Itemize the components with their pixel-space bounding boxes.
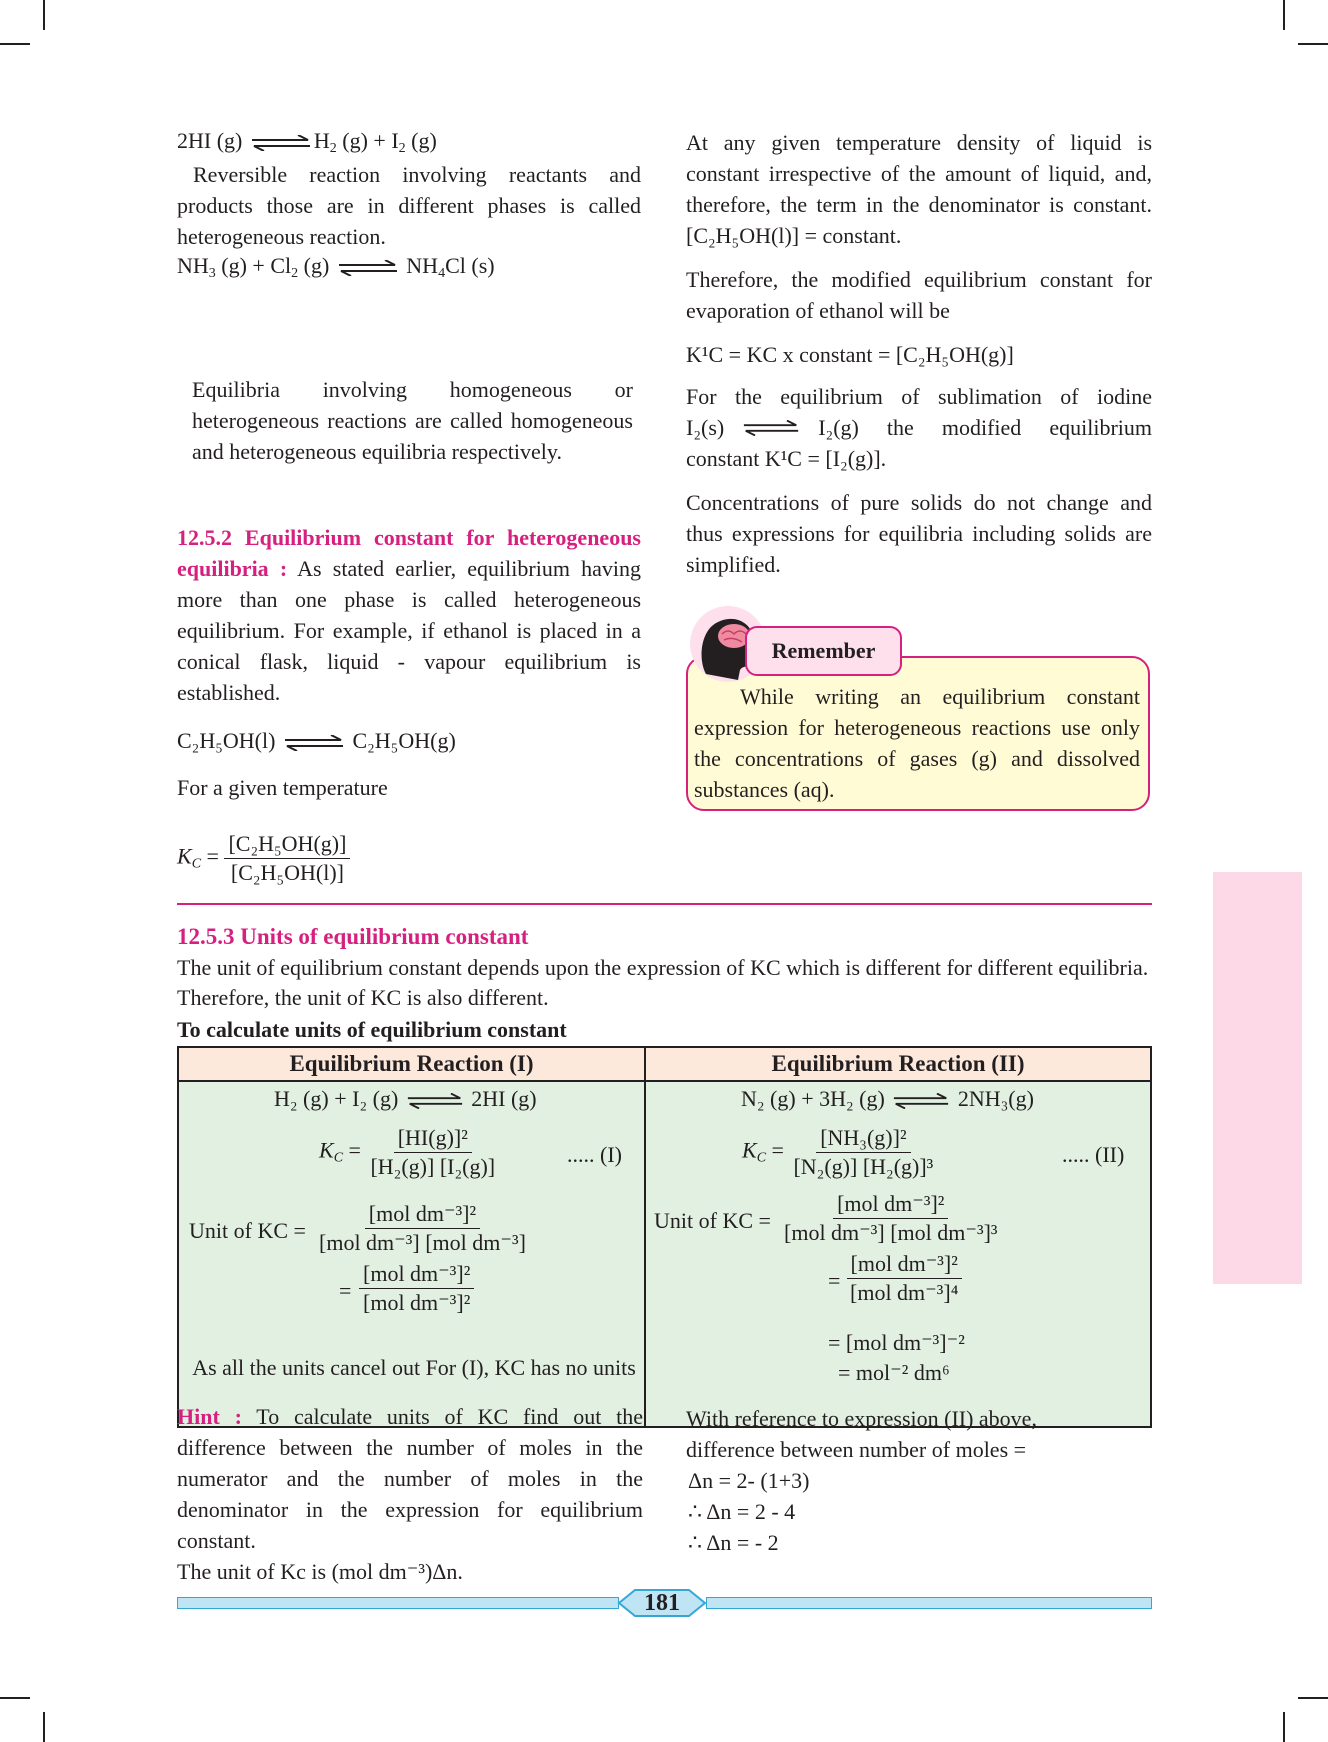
equation-nh3: $NH_3$ $(g) + Cl_2$ (g) $NH_4Cl$ (s) (177, 253, 495, 281)
kc-expression: $K_C$ = $\frac{\text{[C₂H₅OH(g)]}}{\text{[C₂H₅OH(l)]}}$ (177, 830, 350, 887)
crop-mark (0, 43, 30, 45)
crop-mark (1298, 1697, 1328, 1699)
unit-frac-2: $\frac{\text{[mol dm⁻³]²}}{\text{[mol dm⁻³]²}}$ (359, 1260, 474, 1317)
crop-mark (1298, 43, 1328, 45)
remember-label: Remember (745, 626, 902, 676)
tag-1: ..... (I) (567, 1142, 622, 1167)
reference-line-2: difference between number of moles = (686, 1437, 1027, 1462)
result-2a: = [mol dm⁻³]⁻² (828, 1330, 965, 1355)
reaction-2: N₂ (g) + 3H₂ (g) 2NH₃(g) (741, 1086, 1034, 1111)
paragraph-temperature: For a given temperature (177, 775, 388, 800)
table-header: Equilibrium Reaction (I) (178, 1047, 645, 1081)
equation-ethanol: C₂H₅OH(l) C₂H₅OH(g) (177, 728, 456, 753)
tag-2: ..... (II) (1062, 1142, 1125, 1167)
unit-frac-1: $\frac{\text{[mol dm⁻³]²}}{\text{[mol dm⁻³] [mol dm⁻³]}}$ (319, 1201, 526, 1255)
paragraph-equilibria: Equilibria involving homogeneous or heterogeneous reactions are called homogeneous and heterogeneous equilibria respectively. (192, 377, 633, 464)
reference-line-3: Δn = 2- (1+3) (688, 1468, 810, 1493)
crop-mark (43, 1712, 45, 1742)
reference-line-4: ∴ Δn = 2 - 4 (688, 1499, 796, 1524)
kc-1: $K_C$ = $\frac{\text{[HI(g)]²}}{\text{[H₂(g)] [I₂(g)]}}$ (319, 1125, 496, 1179)
reference-line-1: With reference to expression (II) above, (686, 1406, 1037, 1431)
remember-text: While writing an equilibrium constant expression for heterogeneous reactions use only the concentrations of gases (g) and dissolved substances (aq). (694, 684, 1140, 802)
hint-paragraph: Hint : To calculate units of KC find out the difference between the number of moles in the numerator and the number of moles in the denominator in the expression for equilibrium constant. (177, 1404, 643, 1553)
unit-frac-4: $\frac{\text{[mol dm⁻³]²}}{\text{[mol dm⁻³]⁴}}$ (846, 1250, 962, 1307)
hint-unit-line: The unit of Kc is (mol dm⁻³)Δn. (177, 1559, 463, 1584)
equilibrium-arrow-icon (337, 260, 399, 276)
units-table (177, 1046, 1152, 1428)
unit-eq-2: = (828, 1268, 841, 1293)
kc-2: $K_C$ = $\frac{\text{[NH₃(g)]²}}{\text{[N₂(g)] [H₂(g)]³}}$ (742, 1125, 934, 1179)
side-tab (1213, 872, 1302, 1284)
equilibrium-arrow-icon (250, 135, 312, 151)
section-1252: 12.5.2 Equilibrium constant for heterogeneous equilibria : As stated earlier, equilibrium having more than one phase is called heterogeneous equilibrium. For example, if ethanol is placed in a conical flask, liquid - vapour equilibrium is established. (177, 525, 641, 705)
equation-hi: 2HI (g) $H_2$ $(g) + I_2$ (g) (177, 128, 437, 156)
footer-bar-right (706, 1597, 1152, 1609)
equilibrium-arrow-icon (742, 420, 800, 436)
equilibrium-arrow-icon (283, 735, 345, 751)
unit-label-2: Unit of KC = (654, 1208, 771, 1233)
paragraph-pure-solids: Concentrations of pure solids do not change and thus expressions for equilibria including solids are simplified. (686, 490, 1152, 577)
equation-modified-k: K¹C = KC x constant = [C₂H₅OH(g)] (686, 342, 1014, 367)
reference-line-5: ∴ Δn = - 2 (688, 1530, 779, 1555)
paragraph-reversible: Reversible reaction involving reactants and products those are in different phases is called heterogeneous reaction. (177, 162, 641, 249)
result-2b: = mol⁻² dm⁶ (838, 1360, 950, 1385)
section-divider (177, 903, 1152, 905)
unit-eq-1: = (339, 1278, 352, 1303)
page-number: 181 (644, 1590, 680, 1616)
paragraph-modified: Therefore, the modified equilibrium constant for evaporation of ethanol will be (686, 267, 1152, 323)
heading-1253: 12.5.3 Units of equilibrium constant (177, 924, 529, 949)
equilibrium-arrow-icon (892, 1093, 950, 1109)
heading-1252: 12.5.2 Equilibrium constant for heterogeneous equilibria : (177, 525, 641, 581)
unit-frac-3: $\frac{\text{[mol dm⁻³]²}}{\text{[mol dm⁻³] [mol dm⁻³]³}}$ (784, 1191, 998, 1245)
subheading-calculate: To calculate units of equilibrium constant (177, 1017, 567, 1042)
crop-mark (0, 1697, 30, 1699)
footer-bar-left (177, 1597, 619, 1609)
crop-mark (1283, 0, 1285, 30)
reaction-1: H₂ (g) + I₂ (g) 2HI (g) (274, 1086, 537, 1111)
unit-label-1: Unit of KC = (189, 1218, 306, 1243)
equation-iodine: I₂(s) I₂(g) the modified equilibrium (686, 415, 1152, 440)
equilibrium-arrow-icon (406, 1093, 464, 1109)
hint-label: Hint : (177, 1404, 242, 1429)
paragraph-density: At any given temperature density of liquid is constant irrespective of the amount of liquid, and, therefore, the term in the denominator is constant. [C₂H₅OH(l)] = constant. (686, 130, 1152, 248)
conclusion-1: As all the units cancel out For (I), KC has no units (192, 1355, 636, 1380)
table-cell-reaction-1 (178, 1081, 645, 1427)
paragraph-iodine-c: constant K¹C = [I₂(g)]. (686, 446, 887, 471)
table-header: Equilibrium Reaction (II) (645, 1047, 1151, 1081)
crop-mark (1283, 1712, 1285, 1742)
table-cell-reaction-2 (645, 1081, 1151, 1427)
paragraph-iodine-a: For the equilibrium of sublimation of iodine (686, 384, 1152, 409)
crop-mark (43, 0, 45, 30)
paragraph-units: The unit of equilibrium constant depends upon the expression of KC which is different for different equilibria. Therefore, the unit of KC is also different. (177, 955, 1149, 1010)
